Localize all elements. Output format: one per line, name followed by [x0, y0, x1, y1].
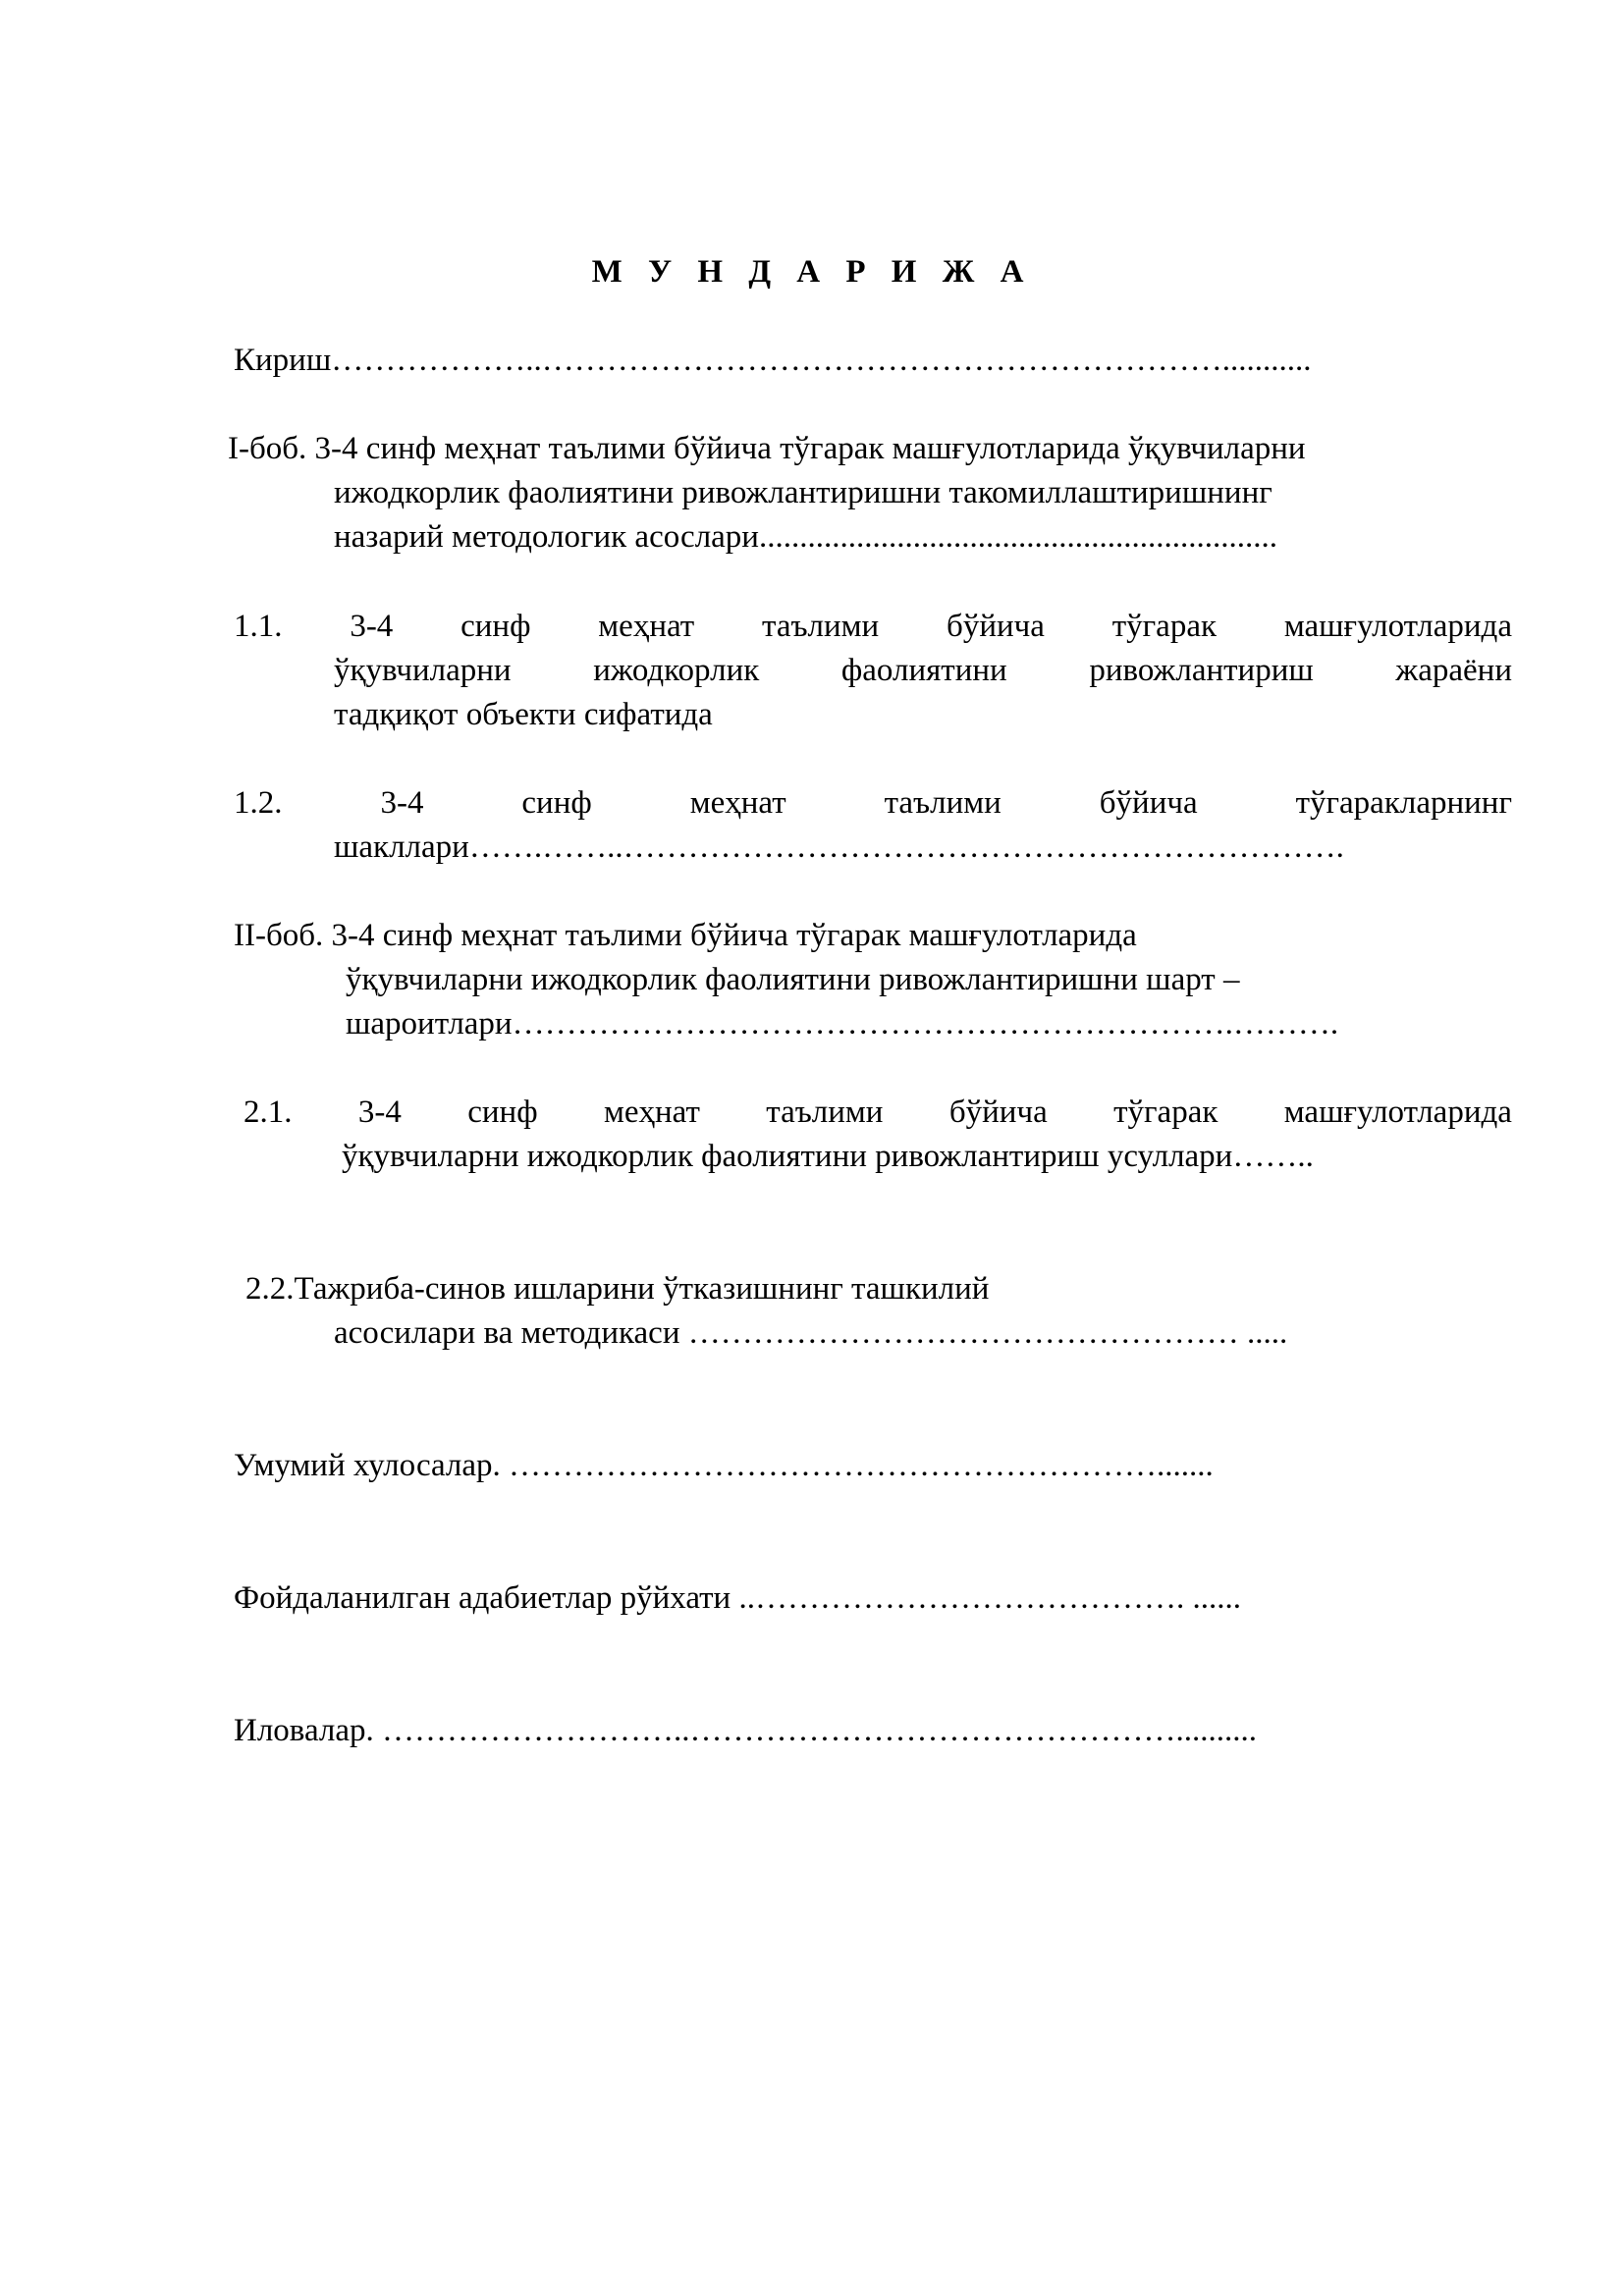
page-title: М У Н Д А Р И Ж А: [591, 254, 1033, 290]
toc-chapter-2-line-1: II-боб. 3-4 синф меҳнат таълими бўйича тўгарак машғулотларида: [234, 918, 1137, 953]
toc-chapter-2-line-3: шароитлари………………………………………………………….……….: [346, 1006, 1339, 1041]
toc-word: машғулотларида: [1283, 1095, 1512, 1130]
toc-chapter-1-line-2: ижодкорлик фаолиятини ривожлантиришни такомиллаштиришнинг: [334, 475, 1272, 510]
toc-word: ўқувчиларни: [334, 653, 512, 688]
toc-word: бўйича: [947, 609, 1045, 644]
toc-word: тўгарак: [1111, 609, 1218, 644]
toc-section-1-1-line-1: [234, 607, 1512, 646]
toc-word: таълими: [884, 785, 1001, 821]
toc-word: жараёни: [1395, 653, 1512, 688]
toc-word: тўгаракларнинг: [1295, 785, 1512, 821]
toc-section-1-2-line-2: шакллари…….……..………………………………………………………….: [334, 829, 1344, 865]
toc-word: 3-4: [357, 1095, 402, 1130]
toc-word: ривожлантириш: [1089, 653, 1314, 688]
toc-word: синф: [460, 609, 531, 644]
toc-word: фаолиятини: [840, 653, 1007, 688]
toc-entry-intro: Кириш………………..………………………………………………………...........: [234, 343, 1312, 378]
toc-section-1-1-line-3: тадқиқот объекти сифатида: [334, 697, 713, 732]
section-number: 1.2.: [234, 785, 283, 821]
toc-word: бўйича: [1099, 785, 1198, 821]
toc-word: синф: [467, 1095, 538, 1130]
toc-word: ижодкорлик: [593, 653, 760, 688]
toc-word: 3-4: [380, 785, 424, 821]
toc-word: 3-4: [350, 609, 394, 644]
toc-word: меҳнат: [598, 609, 695, 644]
toc-entry-references: Фойдаланилган адабиетлар рўйхати ..…………………………………. ......: [234, 1580, 1241, 1616]
toc-word: тўгарак: [1113, 1095, 1218, 1130]
toc-chapter-1-line-1: I-боб. 3-4 синф меҳнат таълими бўйича тўгарак машғулотларида ўқувчиларни: [228, 431, 1306, 466]
toc-section-2-2-line-1: 2.2.Тажриба-синов ишларини ўтказишнинг ташкилий: [245, 1271, 990, 1307]
toc-word: меҳнат: [603, 1095, 700, 1130]
toc-entry-conclusions: Умумий хулосалар. …………………………………………………….......: [234, 1448, 1214, 1483]
toc-section-1-2-line-1: [234, 783, 1512, 823]
toc-word: таълими: [766, 1095, 884, 1130]
toc-word: таълими: [762, 609, 880, 644]
toc-word: меҳнат: [689, 785, 786, 821]
toc-chapter-1-line-3: назарий методологик асослари................................................................: [334, 519, 1277, 555]
toc-word: машғулотларида: [1283, 609, 1512, 644]
toc-section-2-1-line-1: [244, 1093, 1512, 1132]
toc-word: бўйича: [948, 1095, 1048, 1130]
toc-section-2-1-line-2: ўқувчиларни ижодкорлик фаолиятини ривожлантириш усуллари……..: [342, 1139, 1314, 1174]
toc-section-2-2-line-2: асосилари ва методикаси …………………………………………… .....: [334, 1315, 1288, 1351]
section-number: 1.1.: [234, 609, 283, 644]
toc-section-1-1-line-2: [334, 651, 1512, 690]
toc-chapter-2-line-2: ўқувчиларни ижодкорлик фаолиятини ривожлантиришни шарт –: [346, 962, 1240, 997]
section-number: 2.1.: [244, 1095, 293, 1130]
toc-word: синф: [521, 785, 592, 821]
toc-entry-appendices: Иловалар. ………………………..………………………………………..........: [234, 1713, 1257, 1748]
